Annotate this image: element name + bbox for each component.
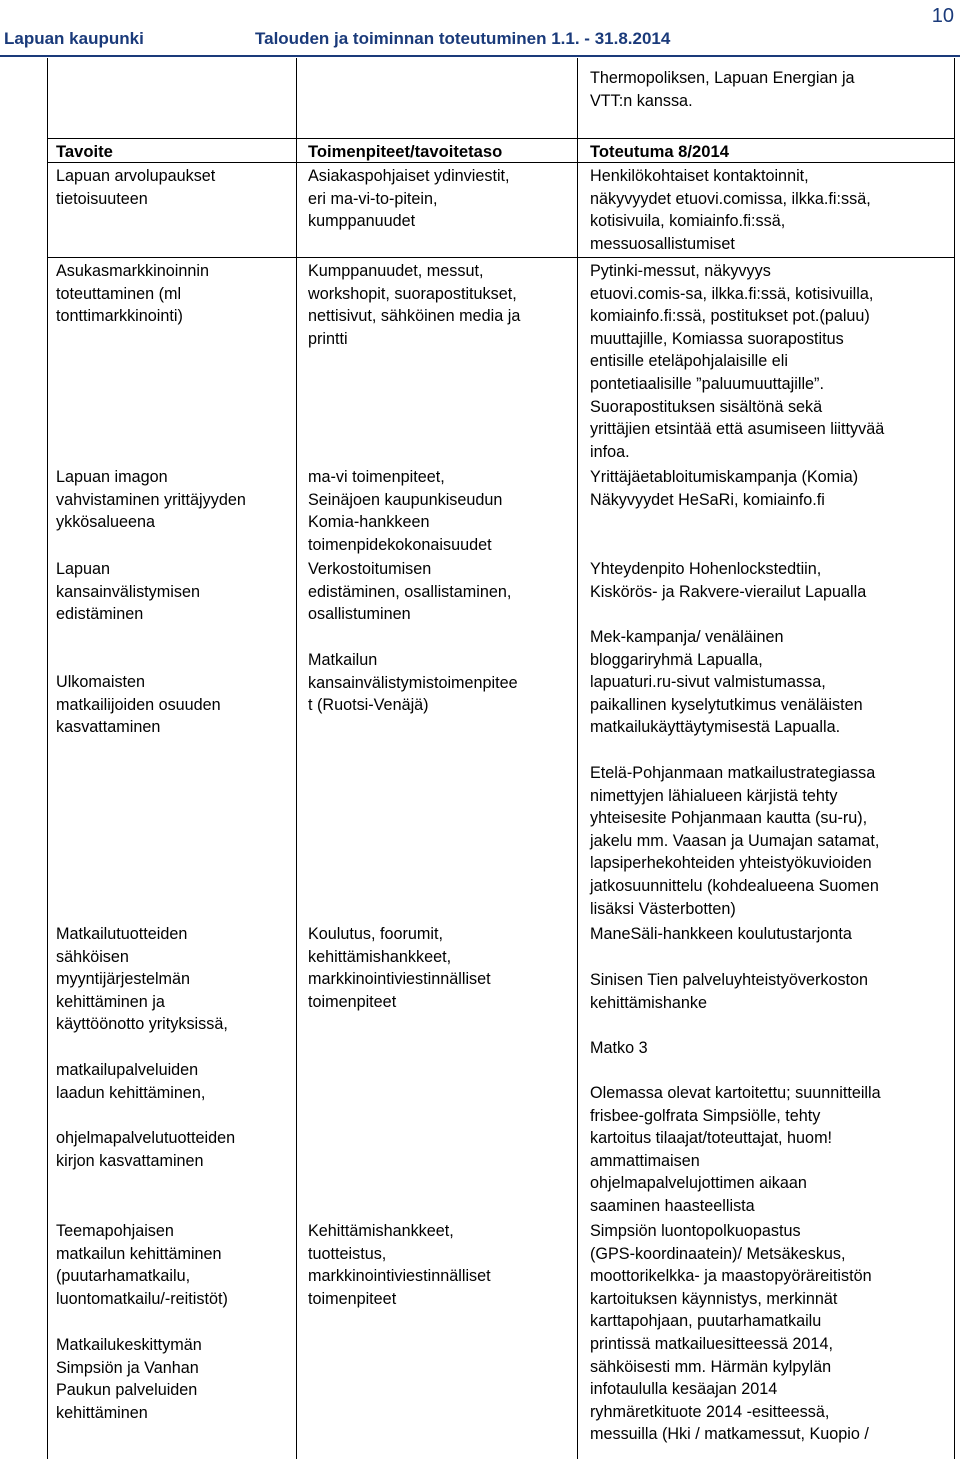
- goal-cell: Lapuan kansainvälistymisen edistäminen: [56, 560, 200, 624]
- goal-cell: Asukasmarkkinoinnin toteuttaminen (ml tonttimarkkinointi): [56, 262, 209, 326]
- result-cell: Yhteydenpito Hohenlockstedtiin, Kiskörös- ja Rakvere-vierailut Lapualla: [590, 560, 867, 601]
- row-divider: [47, 257, 955, 258]
- header-document-title: Talouden ja toiminnan toteutuminen 1.1. - 31.8.2014: [255, 29, 671, 48]
- carryover-text: Thermopoliksen, Lapuan Energian ja VTT:n kanssa.: [590, 69, 855, 110]
- goal-cell: ohjelmapalvelutuotteiden kirjon kasvattaminen: [56, 1129, 236, 1170]
- actions-cell: ma-vi toimenpiteet, Seinäjoen kaupunkiseudun Komia-hankkeen toimenpidekokonaisuudet: [308, 468, 503, 554]
- actions-cell: Verkostoitumisen edistäminen, osallistaminen, osallistuminen: [308, 560, 512, 624]
- result-cell: Etelä-Pohjanmaan matkailustrategiassa nimettyjen lähialueen kärjistä tehty yhteisesite Pohjanmaan kautta (su-ru), jakelu mm. Vaasan ja Uumajan satamat, lapsiperhekohteiden yhteistyökuvioiden jatkosuunnittelu (kohdealueena Suomen lisäksi Västerbotten): [590, 764, 880, 918]
- result-cell: ManeSäli-hankkeen koulutustarjonta: [590, 925, 852, 943]
- goal-cell: Lapuan imagon vahvistaminen yrittäjyyden ykkösalueena: [56, 468, 246, 532]
- page-number: 10: [931, 5, 954, 27]
- goal-cell: Lapuan arvolupaukset tietoisuuteen: [56, 167, 216, 208]
- goal-cell: matkailupalveluiden laadun kehittäminen,: [56, 1061, 206, 1102]
- result-cell: Yrittäjäetabloitumiskampanja (Komia) Näkyvyydet HeSaRi, komiainfo.fi: [590, 468, 859, 509]
- goal-cell: Matkailutuotteiden sähköisen myyntijärjestelmän kehittäminen ja käyttöönotto yrityksissä,: [56, 925, 228, 1034]
- actions-cell: Kumppanuudet, messut, workshopit, suorapostitukset, nettisivut, sähköinen media ja printti: [308, 262, 521, 348]
- goal-cell: Ulkomaisten matkailijoiden osuuden kasvattaminen: [56, 673, 221, 737]
- table-border-right: [954, 58, 955, 1459]
- header-organization: Lapuan kaupunki: [4, 29, 144, 48]
- table-border-left: [47, 58, 48, 1459]
- actions-cell: Kehittämishankkeet, tuotteistus, markkinointiviestinnälliset toimenpiteet: [308, 1222, 491, 1308]
- column-header-actions: Toimenpiteet/tavoitetaso: [308, 142, 503, 161]
- goal-cell: Matkailukeskittymän Simpsiön ja Vanhan Paukun palveluiden kehittäminen: [56, 1336, 202, 1422]
- header-rule: [0, 55, 960, 57]
- column-divider-2: [577, 58, 578, 1459]
- header-row-top-border: [47, 138, 955, 139]
- result-cell: Henkilökohtaiset kontaktoinnit, näkyvyydet etuovi.comissa, ilkka.fi:ssä, kotisivuila, komiainfo.fi:ssä, messuosallistumiset: [590, 167, 871, 253]
- page-header: [0, 0, 960, 58]
- column-divider-1: [296, 58, 297, 1459]
- column-header-goal: Tavoite: [56, 142, 113, 161]
- result-cell: Simpsiön luontopolkuopastus (GPS-koordinaatein)/ Metsäkeskus, moottorikelkka- ja maastopyöräreitistön kartoituksen käynnistys, merkinnät karttapohjaan, puutarhamatkailu printissä matkailuesitteessä 2014, sähköisesti mm. Härmän kylpylän infotaululla kesäajan 2014 ryhmäretkituote 2014 -esitteessä, messuilla (Hki / matkamessut, Kuopio /: [590, 1222, 872, 1444]
- goal-cell: Teemapohjaisen matkailun kehittäminen (puutarhamatkailu, luontomatkailu/-reitistöt): [56, 1222, 228, 1308]
- result-cell: Pytinki-messut, näkyvyys etuovi.comis-sa, ilkka.fi:ssä, kotisivuilla, komiainfo.fi:ssä, postitukset pot.(paluu) muuttajille, Komiassa suorapostitus entisille eteläpohjalaisille eli pontetiaalisille ”paluumuuttajille”. Suorapostituksen sisältönä sekä yrittäjien etsintää että asumiseen liittyvää infoa.: [590, 262, 885, 461]
- result-cell: Matko 3: [590, 1039, 648, 1057]
- actions-cell: Koulutus, foorumit, kehittämishankkeet, markkinointiviestinnälliset toimenpiteet: [308, 925, 491, 1011]
- result-cell: Mek-kampanja/ venäläinen bloggariryhmä Lapualla, lapuaturi.ru-sivut valmistumassa, paikallinen kyselytutkimus venäläisten matkailukäyttäytymisestä Lapualla.: [590, 628, 863, 737]
- result-cell: Sinisen Tien palveluyhteistyöverkoston kehittämishanke: [590, 971, 869, 1012]
- actions-cell: Asiakaspohjaiset ydinviestit, eri ma-vi-to-pitein, kumppanuudet: [308, 167, 510, 231]
- actions-cell: Matkailun kansainvälistymistoimenpitee t (Ruotsi-Venäjä): [308, 651, 518, 715]
- result-cell: Olemassa olevat kartoitettu; suunnitteilla frisbee-golfrata Simpsiölle, tehty kartoitus tilaajat/toteuttajat, huom! ammattimaisen ohjelmapalvelujottimen aikaan saaminen haasteellista: [590, 1084, 881, 1215]
- column-header-result: Toteutuma 8/2014: [590, 142, 729, 161]
